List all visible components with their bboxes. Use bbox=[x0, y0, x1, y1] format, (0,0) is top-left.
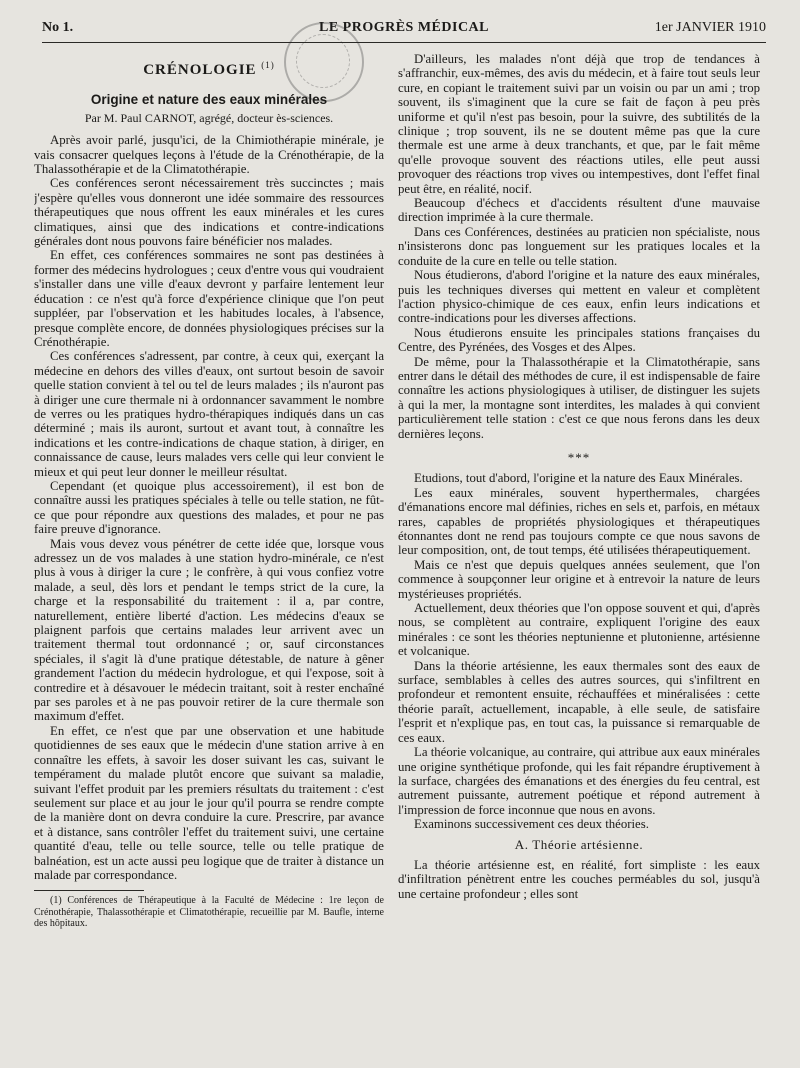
right-column bbox=[398, 52, 760, 1062]
paragraph: Ces conférences s'adressent, par contre, à ceux qui, exerçant la médecine en dehors des villes d'eaux, ont surtout besoin de savoir quelle station convient à tel ou tel de leurs malades ; ils n'auront pas à diriger une cure thermale ni à ordonnancer savamment le nombre de verres ou les pratiques hydro-thérapiques indiqués dans un cas déterminé ; mais ils auront, surtout et avant tout, à connaître les indications et les contre-indications de chaque station, à diriger, en connaissance de cause, leurs malades vers celle qui leur convient le mieux et qui peut leur donner le meilleur résultat. bbox=[34, 349, 384, 479]
left-column bbox=[34, 52, 384, 1062]
paragraph: Les eaux minérales, souvent hyperthermales, chargées d'émanations encore mal définies, riches en sels et, parfois, en métaux rares, capables de propriétés physiologiques et thérapeutiques étonnantes dont ne rend pas toujours compte ce que nous savons de leur composition, ont, de tout temps, été utilisées thérapeutiquement. bbox=[398, 485, 760, 558]
subsection-heading: A. Théorie artésienne. bbox=[514, 836, 644, 852]
paragraph: Examinons successivement ces deux théories. bbox=[414, 817, 649, 832]
article-title: Origine et nature des eaux minérales bbox=[90, 92, 328, 108]
paragraph: Dans ces Conférences, destinées au praticien non spécialiste, nous n'insisterons donc pas longuement sur les pratiques locales et la conduite de la cure en telle ou telle station. bbox=[398, 224, 760, 268]
paragraph: En effet, ces conférences sommaires ne sont pas destinées à former des médecins hydrologues ; ceux d'entre vous qui voudraient s'installer dans une ville d'eaux devront y parfaire lentement leur éducation : ce n'est qu'à force d'expérience clinique que l'on peut suppléer, par l'observation et les habitudes locales, à l'absence, presque complète encore, de données physiologiques précises sur la Crénothérapie. bbox=[34, 248, 384, 349]
paragraph: Dans la théorie artésienne, les eaux thermales sont des eaux de surface, semblables à celles des autres sources, qui s'infiltrent en profondeur et remontent ensuite, réchauffées et minéralisées : cette théorie paraît, actuellement, incapable, à elle seule, de satisfaire l'esprit et n'explique pas, en tout cas, la puissance si remarquable de ces eaux. bbox=[398, 658, 760, 745]
journal-title: LE PROGRÈS MÉDICAL bbox=[318, 20, 490, 35]
paragraph: Beaucoup d'échecs et d'accidents résultent d'une mauvaise direction imprimée à la cure thermale. bbox=[398, 196, 760, 225]
paragraph: Après avoir parlé, jusqu'ici, de la Chimiothérapie minérale, je vais consacrer quelques leçons à l'étude de la Crénothérapie, de la Thalassothérapie et de la Climatothérapie. bbox=[34, 133, 384, 177]
paragraph: D'ailleurs, les malades n'ont déjà que trop de tendances à s'affranchir, eux-mêmes, des avis du médecin, et à faire tout seuls leur cure, en copiant le traitement suivi par un voisin ou par un ami ; trop souvent, ils s'imaginent que la cure se fait de façon à peu près uniforme et qu'il n'est pas besoin, pour la suivre, des subtilités de la clinique ; trop souvent, ils ne se doutent même pas que la cure thermale est une arme à deux tranchants, et que, par le fait même qu'elle provoque souvent des réactions utiles, elle peut aussi provoquer des réactions trop vives ou intempestives, dont l'effet final peut être, en réalité, nocif. bbox=[398, 52, 760, 196]
paragraph: Mais vous devez vous pénétrer de cette idée que, lorsque vous adressez un de vos malades à une station hydro-minérale, ce n'est plus à vous à diriger la cure ; le confrère, à qui vous confiez votre malade, a seul, dès lors et pendant le temps strict de la cure, la charge et la responsabilité du traitement : il a, par contre, naturellement, entière liberté d'action. Les médecins d'eaux se plaignent parfois que certains malades leur arrivent avec un traitement thermal tout ordonnancé ; or, sauf circonstances spéciales, il s'agit là d'une pratique détestable, de nature à gêner grandement l'action du médecin hydrologue, et qui l'expose, soit à contredire et à désavouer le médecin traitant, soit à rester enchaîné par ses paroles et à ne pas pouvoir retirer de la cure thermale son maximum d'effet. bbox=[34, 536, 384, 724]
paragraph: Nous étudierons ensuite les principales stations françaises du Centre, des Pyrénées, des Vosges et des Alpes. bbox=[398, 325, 760, 355]
issue-date: 1er JANVIER 1910 bbox=[654, 20, 766, 35]
paragraph: Actuellement, deux théories que l'on oppose souvent et qui, d'après nous, se complètent au contraire, expliquent l'origine des eaux minérales : ce sont les théories neptunienne et plutonienne, artésienne et volcanique. bbox=[398, 601, 760, 659]
section-title bbox=[34, 58, 384, 77]
paragraph: La théorie artésienne est, en réalité, fort simpliste : les eaux d'infiltration pénètrent entre les couches perméables du sol, jusqu'à une certaine profondeur ; elles sont bbox=[398, 857, 760, 901]
section-separator: *** bbox=[567, 449, 591, 465]
paragraph: Nous étudierons, d'abord l'origine et la nature des eaux minérales, puis les techniques diverses qui mettent en valeur et complètent l'action physico-chimique de ces eaux, enfin leurs indications et contre-indications pour les diverses affections. bbox=[398, 268, 760, 326]
paragraph: En effet, ce n'est que par une observation et une habitude quotidiennes de ses eaux que le médecin d'une station arrive à en connaître les effets, à savoir les doser suivant les cas, suivant le tempérament du malade plutôt encore que suivant sa maladie, suivant l'effet produit par les premiers résultats du traitement : c'est seulement sur place et au jour le jour qu'il pourra se rendre compte de la manière dont on devra conduire la cure. Prescrire, par avance et à distance, sans contrôler l'effet du traitement suivi, une certaine quantité d'eau, telle ou telle source, telle ou telle pratique de balnéation, est un acte aussi peu logique que de traiter à distance un malade par correspondance. bbox=[34, 723, 384, 882]
paragraph: Etudions, tout d'abord, l'origine et la nature des Eaux Minérales. bbox=[414, 471, 743, 486]
footnote: (1) Conférences de Thérapeutique à la Faculté de Médecine : 1re leçon de Crénothérapie, Thalassothérapie et Climatothérapie, recueillie par M. Baufle, interne des hôpitaux. bbox=[34, 895, 384, 930]
article-byline: Par M. Paul CARNOT, agrégé, docteur ès-sciences. bbox=[84, 110, 334, 125]
section-footnote-ref: (1) bbox=[261, 60, 275, 70]
right-paragraphs-b bbox=[398, 471, 760, 831]
section-title-text: CRÉNOLOGIE bbox=[143, 62, 257, 78]
paragraph: La théorie volcanique, au contraire, qui attribue aux eaux minérales une origine synthétique profonde, qui les fait répandre éruptivement à la surface, chargées des émanations et des énergies du feu central, est autrement puissante, autrement poétique et répond autrement à l'impression de force inconnue que nous en avons. bbox=[398, 745, 760, 817]
paragraph: Ces conférences seront nécessairement très succinctes ; mais j'espère qu'elles vous donneront une idée sommaire des ressources thérapeutiques que nous offrent les eaux minérales et les cures climatiques, ainsi que des indications et contre-indications générales dont nous pouvons faire bénéficier nos malades. bbox=[34, 176, 384, 249]
page-header bbox=[42, 20, 766, 43]
paragraph: Mais ce n'est que depuis quelques années seulement, que l'on commence à soupçonner leur origine et à entrevoir la nature de leurs mystérieuses propriétés. bbox=[398, 557, 760, 601]
issue-number: No 1. bbox=[42, 20, 74, 35]
paragraph: De même, pour la Thalassothérapie et la Climatothérapie, sans entrer dans le détail des méthodes de cure, il est indispensable de faire connaître les actions physiologiques à utiliser, de distinguer les sujets à qui la mer, la montagne sont interdites, les malades à qui convient particulièrement telle station : c'est ce que nous ferons dans les deux dernières leçons. bbox=[398, 354, 760, 441]
right-paragraphs-a bbox=[398, 52, 760, 441]
left-paragraphs bbox=[34, 133, 384, 882]
paragraph: Cependant (et quoique plus accessoirement), il est bon de connaître aussi les pratiques spéciales à telle ou telle station, ne fût-ce que pour répondre aux questions des malades, et pour ne pas faire preuve d'ignorance. bbox=[34, 478, 384, 537]
footnote-divider bbox=[34, 890, 144, 891]
right-paragraphs-c bbox=[398, 858, 760, 901]
